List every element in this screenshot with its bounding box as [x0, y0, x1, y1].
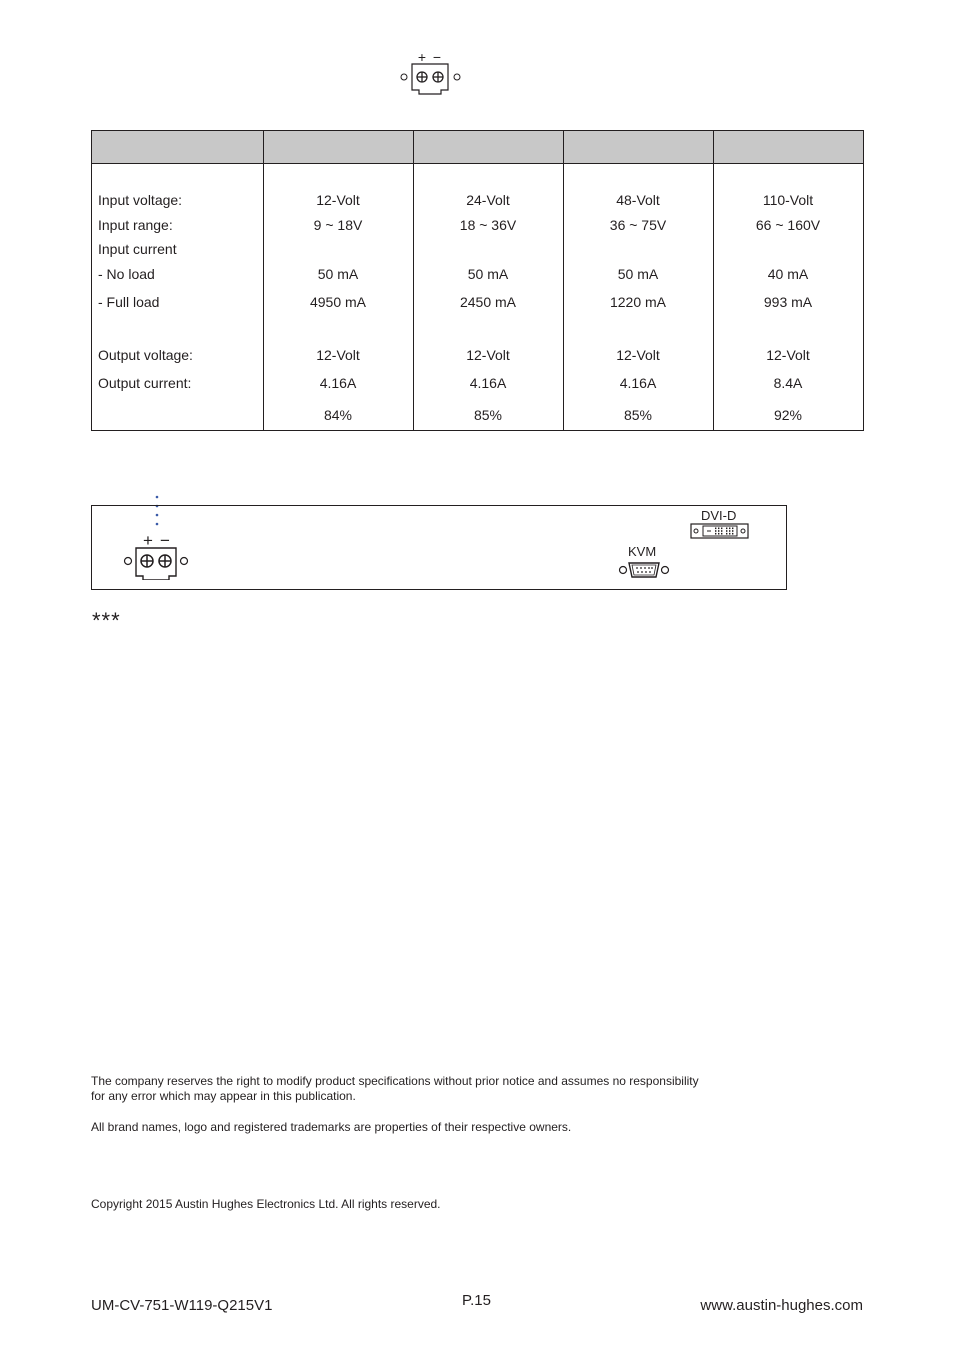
full-load-value: 993 mA	[763, 294, 813, 310]
output-voltage-value: 12-Volt	[316, 347, 360, 363]
input-range-label: Input range:	[98, 217, 173, 233]
column-24v	[413, 163, 563, 430]
no-load-value: 50 mA	[317, 266, 359, 282]
efficiency-value: 85%	[473, 407, 503, 423]
dvi-port-icon	[690, 522, 750, 545]
no-load-label: - No load	[98, 266, 155, 282]
full-load-value: 1220 mA	[609, 294, 667, 310]
column-12v	[263, 163, 413, 430]
label-column	[92, 163, 263, 430]
terminal-block-icon	[122, 532, 192, 585]
dvi-d-label: DVI-D	[701, 508, 737, 523]
efficiency-value: 85%	[623, 407, 653, 423]
input-voltage-value: 12-Volt	[316, 192, 360, 208]
document-code: UM-CV-751-W119-Q215V1	[91, 1297, 273, 1314]
no-load-value: 50 mA	[617, 266, 659, 282]
input-voltage-value: 110-Volt	[762, 192, 814, 208]
input-current-label: Input current	[98, 241, 177, 257]
column-48v	[563, 163, 713, 430]
vga-port-icon	[618, 560, 670, 585]
trademark-note: All brand names, logo and registered trademarks are properties of their respective owners.	[91, 1120, 572, 1134]
website-link[interactable]: www.austin-hughes.com	[700, 1297, 863, 1314]
input-voltage-value: 24-Volt	[466, 192, 510, 208]
rear-panel-diagram	[91, 505, 787, 590]
top-terminal-block-icon	[398, 50, 464, 101]
output-current-value: 8.4A	[773, 375, 803, 391]
input-range-value: 66 ~ 160V	[755, 217, 821, 233]
efficiency-value: 84%	[323, 407, 353, 423]
stars-marker: ***	[92, 608, 121, 633]
output-voltage-value: 12-Volt	[766, 347, 810, 363]
no-load-value: 40 mA	[767, 266, 809, 282]
page-number: P.15	[462, 1292, 491, 1309]
input-range-value: 18 ~ 36V	[459, 217, 517, 233]
efficiency-value: 92%	[773, 407, 803, 423]
output-voltage-label: Output voltage:	[98, 347, 193, 363]
output-voltage-value: 12-Volt	[616, 347, 660, 363]
disclaimer-line-2: for any error which may appear in this publication.	[91, 1089, 356, 1103]
plus-sign: +	[143, 532, 153, 550]
kvm-label: KVM	[628, 544, 657, 559]
full-load-value: 4950 mA	[309, 294, 367, 310]
disclaimer-line-1: The company reserves the right to modify product specifications without prior notice and assumes no responsibility	[91, 1074, 699, 1088]
input-range-value: 36 ~ 75V	[609, 217, 667, 233]
plus-sign: +	[417, 50, 427, 65]
copyright-note: Copyright 2015 Austin Hughes Electronics Ltd. All rights reserved.	[91, 1197, 441, 1211]
full-load-value: 2450 mA	[459, 294, 517, 310]
output-current-value: 4.16A	[619, 375, 657, 391]
input-voltage-value: 48-Volt	[616, 192, 660, 208]
minus-sign: −	[160, 532, 170, 550]
table-header-row	[92, 131, 863, 164]
column-110v	[713, 163, 863, 430]
input-range-value: 9 ~ 18V	[313, 217, 363, 233]
no-load-value: 50 mA	[467, 266, 509, 282]
output-current-value: 4.16A	[319, 375, 357, 391]
power-spec-table	[91, 130, 864, 431]
input-voltage-label: Input voltage:	[98, 192, 183, 208]
output-current-value: 4.16A	[469, 375, 507, 391]
minus-sign: −	[432, 50, 442, 65]
output-voltage-value: 12-Volt	[466, 347, 510, 363]
full-load-label: - Full load	[98, 294, 160, 310]
output-current-label: Output current:	[98, 375, 192, 391]
